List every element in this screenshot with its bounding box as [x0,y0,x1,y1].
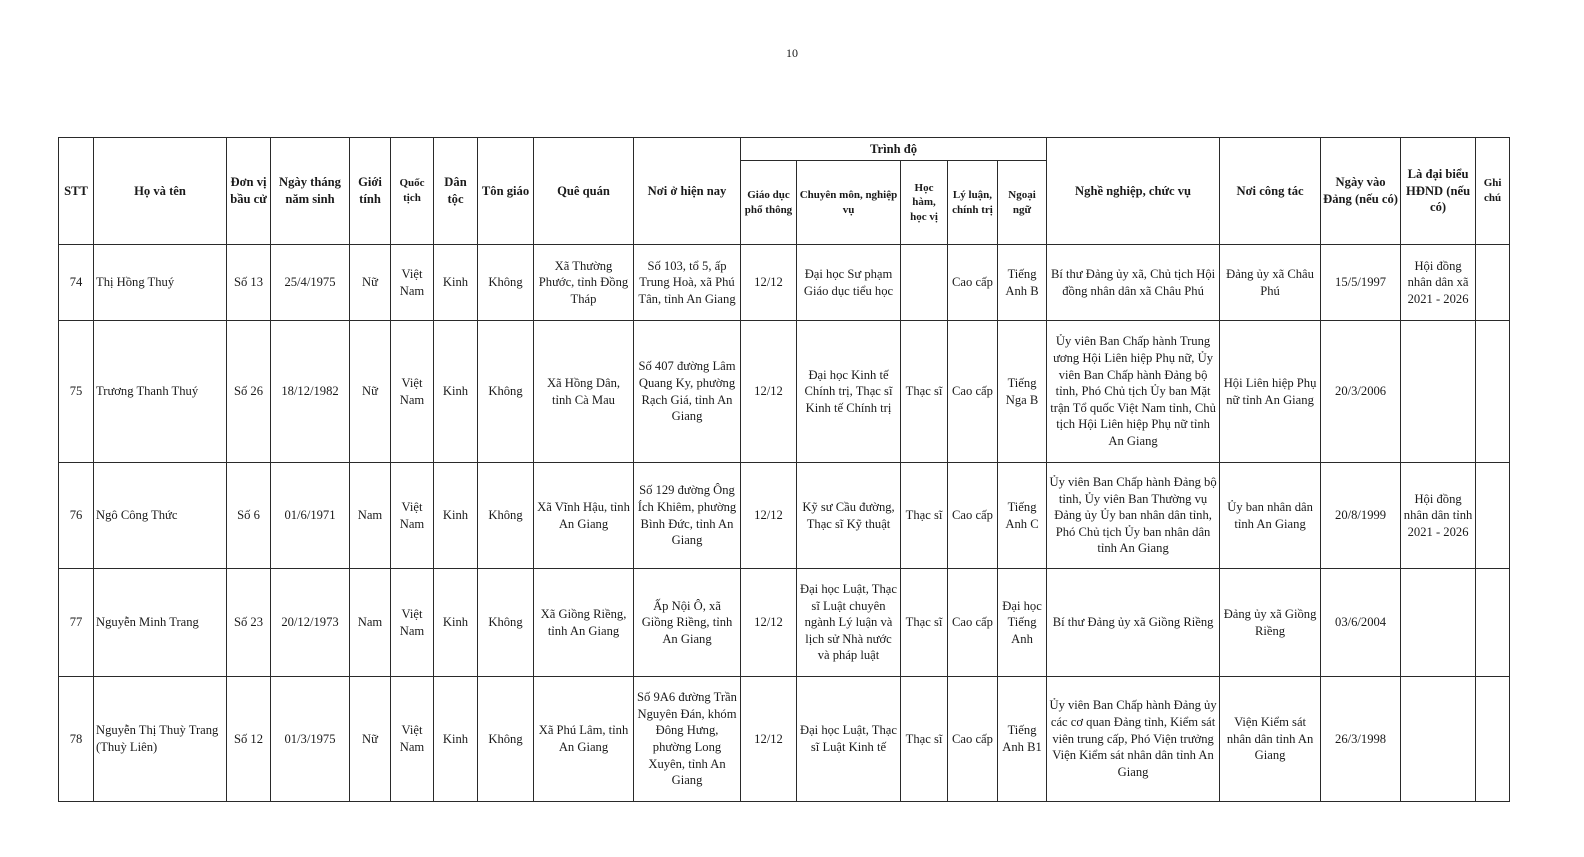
cell-quoc-tich: Việt Nam [391,569,434,677]
cell-dan-toc: Kinh [434,245,478,321]
cell-noi-o: Số 103, tổ 5, ấp Trung Hoà, xã Phú Tân, tỉnh An Giang [634,245,741,321]
header-ly-luan: Lý luận, chính trị [948,161,998,245]
cell-giao-duc: 12/12 [741,245,797,321]
cell-dai-bieu: Hội đồng nhân dân tỉnh 2021 - 2026 [1401,463,1476,569]
cell-quoc-tich: Việt Nam [391,677,434,802]
header-que-quan: Quê quán [534,138,634,245]
cell-quoc-tich: Việt Nam [391,463,434,569]
cell-dai-bieu [1401,569,1476,677]
cell-stt: 78 [59,677,94,802]
cell-ngay-vao-dang: 20/8/1999 [1321,463,1401,569]
cell-ghi-chu [1476,321,1510,463]
cell-hoc-ham: Thạc sĩ [901,677,948,802]
table-row [59,569,1510,677]
cell-quoc-tich: Việt Nam [391,321,434,463]
cell-hoc-ham: Thạc sĩ [901,321,948,463]
cell-ly-luan: Cao cấp [948,321,998,463]
cell-ton-giao: Không [478,569,534,677]
cell-giao-duc: 12/12 [741,463,797,569]
cell-ngoai-ngu: Đại học Tiếng Anh [998,569,1047,677]
cell-que-quan: Xã Hồng Dân, tỉnh Cà Mau [534,321,634,463]
cell-chuyen-mon: Đại học Sư phạm Giáo dục tiểu học [797,245,901,321]
cell-ngay-vao-dang: 26/3/1998 [1321,677,1401,802]
cell-stt: 75 [59,321,94,463]
header-noi-cong-tac: Nơi công tác [1220,138,1321,245]
header-quoc-tich: Quốc tịch [391,138,434,245]
cell-dai-bieu [1401,321,1476,463]
cell-don-vi: Số 26 [227,321,271,463]
cell-chuyen-mon: Đại học Luật, Thạc sĩ Luật chuyên ngành Lý luận và lịch sử Nhà nước và pháp luật [797,569,901,677]
header-ton-giao: Tôn giáo [478,138,534,245]
header-ngay-sinh: Ngày tháng năm sinh [271,138,350,245]
cell-noi-cong-tac: Viện Kiểm sát nhân dân tỉnh An Giang [1220,677,1321,802]
cell-que-quan: Xã Phú Lâm, tỉnh An Giang [534,677,634,802]
cell-ngay-sinh: 01/6/1971 [271,463,350,569]
cell-ngoai-ngu: Tiếng Nga B [998,321,1047,463]
cell-stt: 74 [59,245,94,321]
cell-noi-cong-tac: Hội Liên hiệp Phụ nữ tỉnh An Giang [1220,321,1321,463]
cell-dai-bieu: Hội đồng nhân dân xã 2021 - 2026 [1401,245,1476,321]
cell-ghi-chu [1476,677,1510,802]
cell-gioi-tinh: Nam [350,463,391,569]
cell-chuyen-mon: Đại học Luật, Thạc sĩ Luật Kinh tế [797,677,901,802]
cell-ghi-chu [1476,569,1510,677]
cell-gioi-tinh: Nữ [350,245,391,321]
cell-ghi-chu [1476,463,1510,569]
cell-ngoai-ngu: Tiếng Anh B [998,245,1047,321]
cell-quoc-tich: Việt Nam [391,245,434,321]
cell-ly-luan: Cao cấp [948,569,998,677]
cell-dan-toc: Kinh [434,321,478,463]
table-row [59,463,1510,569]
header-ho-ten: Họ và tên [94,138,227,245]
cell-ngay-vao-dang: 15/5/1997 [1321,245,1401,321]
header-giao-duc: Giáo dục phổ thông [741,161,797,245]
header-ngay-vao-dang: Ngày vào Đảng (nếu có) [1321,138,1401,245]
cell-noi-cong-tac: Ủy ban nhân dân tỉnh An Giang [1220,463,1321,569]
cell-nghe-nghiep: Ủy viên Ban Chấp hành Đảng bộ tỉnh, Ủy viên Ban Thường vụ Đảng ủy Ủy ban nhân dân tỉnh, Phó Chủ tịch Ủy ban nhân dân tỉnh An Giang [1047,463,1220,569]
cell-ly-luan: Cao cấp [948,245,998,321]
header-dai-bieu: Là đại biểu HĐND (nếu có) [1401,138,1476,245]
cell-hoc-ham [901,245,948,321]
header-don-vi: Đơn vị bầu cử [227,138,271,245]
cell-don-vi: Số 13 [227,245,271,321]
cell-gioi-tinh: Nam [350,569,391,677]
cell-gioi-tinh: Nữ [350,321,391,463]
cell-nghe-nghiep: Ủy viên Ban Chấp hành Trung ương Hội Liên hiệp Phụ nữ, Ủy viên Ban Chấp hành Đảng bộ tỉnh, Phó Chủ tịch Ủy ban Mặt trận Tổ quốc Việt Nam tỉnh, Chủ tịch Hội Liên hiệp Phụ nữ tỉnh An Giang [1047,321,1220,463]
cell-ngay-sinh: 20/12/1973 [271,569,350,677]
cell-nghe-nghiep: Bí thư Đảng ủy xã, Chủ tịch Hội đồng nhân dân xã Châu Phú [1047,245,1220,321]
cell-ly-luan: Cao cấp [948,463,998,569]
cell-nghe-nghiep: Ủy viên Ban Chấp hành Đảng ủy các cơ quan Đảng tỉnh, Kiểm sát viên trung cấp, Phó Viện trưởng Viện Kiểm sát nhân dân tỉnh An Giang [1047,677,1220,802]
cell-noi-o: Số 407 đường Lâm Quang Ky, phường Rạch Giá, tỉnh An Giang [634,321,741,463]
header-stt: STT [59,138,94,245]
cell-giao-duc: 12/12 [741,321,797,463]
cell-ngay-sinh: 01/3/1975 [271,677,350,802]
cell-dan-toc: Kinh [434,463,478,569]
cell-noi-o: Ấp Nội Ô, xã Giồng Riềng, tỉnh An Giang [634,569,741,677]
cell-ton-giao: Không [478,677,534,802]
cell-ngay-vao-dang: 03/6/2004 [1321,569,1401,677]
cell-stt: 77 [59,569,94,677]
page-number: 10 [786,46,798,60]
cell-ton-giao: Không [478,463,534,569]
cell-don-vi: Số 12 [227,677,271,802]
cell-ton-giao: Không [478,245,534,321]
header-noi-o: Nơi ở hiện nay [634,138,741,245]
cell-don-vi: Số 23 [227,569,271,677]
cell-ngay-sinh: 18/12/1982 [271,321,350,463]
cell-giao-duc: 12/12 [741,569,797,677]
header-dan-toc: Dân tộc [434,138,478,245]
cell-dan-toc: Kinh [434,569,478,677]
cell-ghi-chu [1476,245,1510,321]
cell-que-quan: Xã Thường Phước, tỉnh Đồng Tháp [534,245,634,321]
cell-ho-ten: Nguyễn Minh Trang [94,569,227,677]
cell-ly-luan: Cao cấp [948,677,998,802]
cell-giao-duc: 12/12 [741,677,797,802]
cell-noi-o: Số 9A6 đường Trần Nguyên Đán, khóm Đông Hưng, phường Long Xuyên, tỉnh An Giang [634,677,741,802]
cell-ngoai-ngu: Tiếng Anh C [998,463,1047,569]
cell-nghe-nghiep: Bí thư Đảng ủy xã Giồng Riềng [1047,569,1220,677]
header-gioi-tinh: Giới tính [350,138,391,245]
header-trinh-do: Trình độ [741,138,1047,161]
cell-ho-ten: Ngô Công Thức [94,463,227,569]
cell-dan-toc: Kinh [434,677,478,802]
header-nghe-nghiep: Nghề nghiệp, chức vụ [1047,138,1220,245]
cell-stt: 76 [59,463,94,569]
cell-ngay-sinh: 25/4/1975 [271,245,350,321]
header-ngoai-ngu: Ngoại ngữ [998,161,1047,245]
cell-ton-giao: Không [478,321,534,463]
header-hoc-ham: Học hàm, học vị [901,161,948,245]
cell-ho-ten: Nguyễn Thị Thuỳ Trang (Thuỳ Liên) [94,677,227,802]
cell-hoc-ham: Thạc sĩ [901,463,948,569]
cell-ngoai-ngu: Tiếng Anh B1 [998,677,1047,802]
cell-don-vi: Số 6 [227,463,271,569]
cell-ho-ten: Thị Hồng Thuý [94,245,227,321]
cell-chuyen-mon: Kỹ sư Cầu đường, Thạc sĩ Kỹ thuật [797,463,901,569]
candidate-table [58,137,1510,802]
cell-ho-ten: Trương Thanh Thuý [94,321,227,463]
table-row [59,245,1510,321]
cell-dai-bieu [1401,677,1476,802]
cell-hoc-ham: Thạc sĩ [901,569,948,677]
cell-ngay-vao-dang: 20/3/2006 [1321,321,1401,463]
table-row [59,321,1510,463]
cell-gioi-tinh: Nữ [350,677,391,802]
cell-que-quan: Xã Giồng Riềng, tỉnh An Giang [534,569,634,677]
cell-noi-cong-tac: Đảng ủy xã Châu Phú [1220,245,1321,321]
cell-noi-cong-tac: Đảng ủy xã Giồng Riềng [1220,569,1321,677]
header-chuyen-mon: Chuyên môn, nghiệp vụ [797,161,901,245]
cell-que-quan: Xã Vĩnh Hậu, tỉnh An Giang [534,463,634,569]
header-ghi-chu: Ghi chú [1476,138,1510,245]
cell-noi-o: Số 129 đường Ông Ích Khiêm, phường Bình Đức, tỉnh An Giang [634,463,741,569]
table-row [59,677,1510,802]
cell-chuyen-mon: Đại học Kinh tế Chính trị, Thạc sĩ Kinh tế Chính trị [797,321,901,463]
